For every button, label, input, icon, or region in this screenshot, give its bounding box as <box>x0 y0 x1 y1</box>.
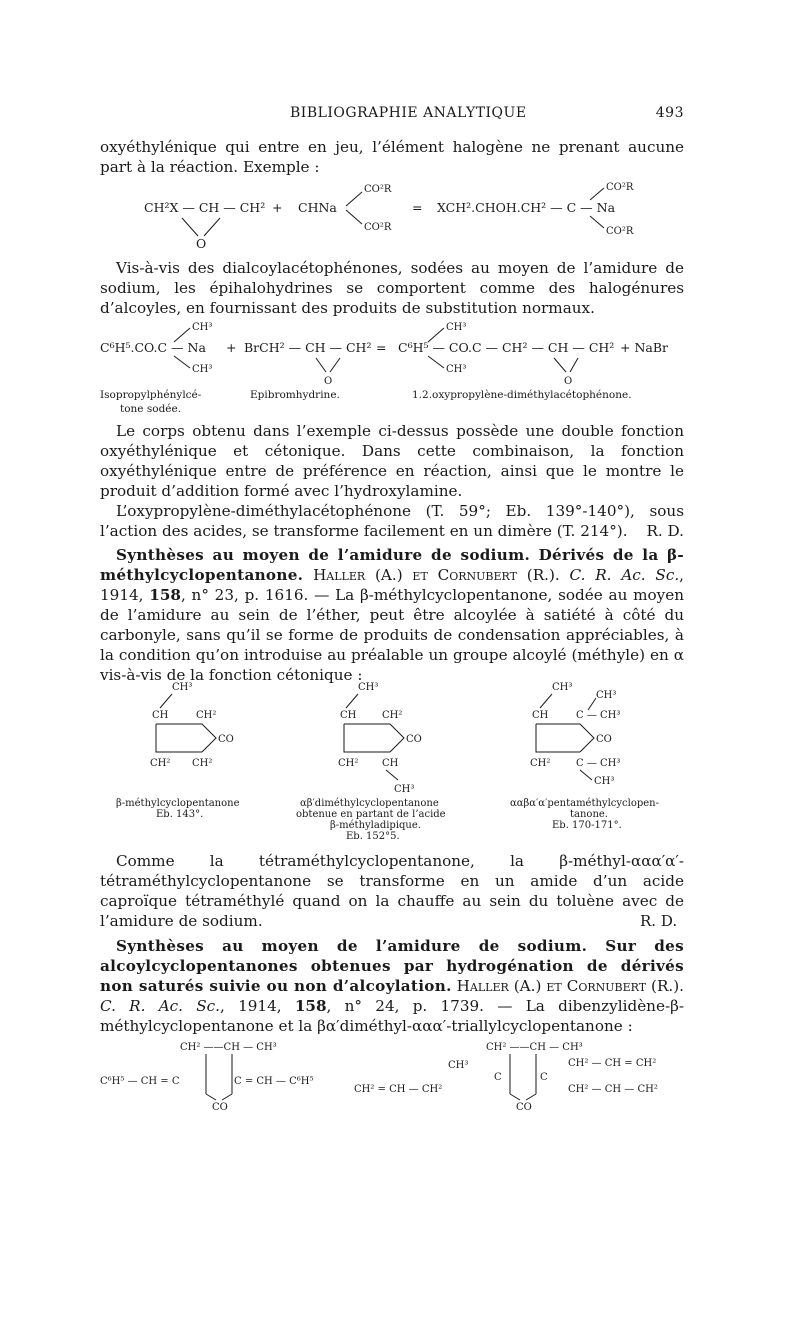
formula-epihalohydrin-reaction <box>100 178 690 258</box>
f4b-right-1: CH² — CH = CH² <box>568 1058 657 1069</box>
f3a-caption-1: β-méthylcyclopentanone <box>116 798 240 809</box>
signature-rd-2: R. D. <box>640 912 678 930</box>
running-title: BIBLIOGRAPHIE ANALYTIQUE <box>290 105 527 121</box>
f2-oxygen-1: O <box>324 376 333 387</box>
f3a-ch2-b: CH² <box>150 758 171 769</box>
section1-volume: 158 <box>149 586 181 604</box>
signature-rd-1: R. D. <box>646 522 684 540</box>
f3a-ch: CH <box>152 710 169 721</box>
f3c-ch3-c: CH³ <box>594 776 615 787</box>
f4b-c: C <box>494 1072 502 1083</box>
f1-product-co2r-top: CO²R <box>606 182 634 193</box>
f3b-caption-3: β-méthyladipique. <box>330 820 421 831</box>
paragraph-dialcoyl: Vis-à-vis des dialcoylacétophénones, sodées au moyen de l’amidure de sodium, les épihalohydrines se comportent comme des halogénures d’alcoyles, en fournissant des produits de substitution normaux. <box>100 259 684 317</box>
paragraph-intro: oxyéthylénique qui entre en jeu, l’élément halogène ne prenant aucune part à la réaction. Exemple : <box>100 138 684 176</box>
f2-nabr: + NaBr <box>620 340 668 355</box>
f3b-ch3: CH³ <box>358 682 379 693</box>
f3c-c: C — CH³ <box>576 710 621 721</box>
section2-ref: , 1914, <box>220 997 295 1015</box>
f2-caption-2: Epibromhydrine. <box>250 389 340 401</box>
f3c-caption-3: Eb. 170-171°. <box>552 820 622 831</box>
section2-volume: 158 <box>294 997 327 1015</box>
f3c-caption-2: tanone. <box>570 809 608 820</box>
f3a-co: CO <box>218 734 234 745</box>
f3b-caption-2: obtenue en partant de l’acide <box>296 809 446 820</box>
paragraph-oxypropylene <box>100 501 684 541</box>
section2-text: — La dibenzylidène-β-méthylcyclopentanone et la βα′diméthyl-ααα′-triallylcyclopentanone : <box>100 997 684 1035</box>
f1-co2r-bottom: CO²R <box>364 222 392 233</box>
f3b-caption-4: Eb. 152°5. <box>346 831 400 842</box>
section1-ref: , 1914, <box>100 566 684 604</box>
f4b-co: CO <box>516 1102 532 1113</box>
f3c-caption-1: ααβα′α′pentaméthylcyclopen- <box>510 798 659 809</box>
section1-text: — La β-méthylcyclopentanone, sodée au moyen de l’amidure au sein de l’éther, peut être alcoylée à satiété à côté du carbonyle, sans qu’il se forme de produits de condensation appréciables, à la condition qu’on introduise au préalable un groupe alcoylé (méthyle) en α vis-à-vis de la fonction cétonique : <box>100 586 684 684</box>
f4a-co: CO <box>212 1102 228 1113</box>
section1-heading: Synthèses au moyen de l’amidure de sodium. Dérivés de la β-méthylcyclopentanone. <box>100 546 684 584</box>
f4b-top: CH² ——CH — CH³ <box>486 1042 583 1053</box>
f2-caption-1b: tone sodée. <box>120 403 182 415</box>
running-head <box>100 105 684 127</box>
section1-ref2: , n° 23, p. 1616. <box>180 586 309 604</box>
section1-paragraph <box>100 545 684 685</box>
section2-ref2: , n° 24, p. 1739. <box>326 997 484 1015</box>
f1-product: XCH².CHOH.CH² — C — Na <box>437 200 616 215</box>
f3c-co: CO <box>596 734 612 745</box>
paragraph-corps-obtenu: Le corps obtenu dans l’exemple ci-dessus possède une double fonction oxyéthylénique et cétonique. Dans cette combinaison, la fonction oxyéthylénique entre de préférence en réaction, ainsi que le montre le produit d’addition formé avec l’hydroxylamine. <box>100 422 684 500</box>
f4a-left: C⁶H⁵ — CH = C <box>100 1076 180 1087</box>
f2-plus: + <box>226 340 237 355</box>
f1-plus: + <box>272 200 283 215</box>
f2-oxygen-2: O <box>564 376 573 387</box>
f1-oxygen: O <box>196 236 207 251</box>
f4b-ch3: CH³ <box>448 1060 469 1071</box>
f2-ch3-bottom-2: CH³ <box>446 364 467 375</box>
f2-equals: = <box>376 340 387 355</box>
page-number: 493 <box>655 105 684 121</box>
f2-ch3-bottom: CH³ <box>192 364 213 375</box>
f2-caption-1: Isopropylphénylcé- <box>100 389 202 401</box>
f2-right: C⁶H⁵ — CO.C — CH² — CH — CH² <box>398 340 615 355</box>
f2-ch3-top: CH³ <box>192 322 213 333</box>
f3b-co: CO <box>406 734 422 745</box>
formula-dibenzylidene-triallyl <box>100 1038 700 1118</box>
f2-mid: BrCH² — CH — CH² <box>244 340 372 355</box>
f3b-caption-1: αβ′diméthylcyclopentanone <box>300 798 439 809</box>
f4a-top: CH² ——CH — CH³ <box>180 1042 277 1053</box>
section1-journal: C. R. Ac. Sc. <box>569 566 680 584</box>
f3c-ch: CH <box>532 710 549 721</box>
f1-product-co2r-bottom: CO²R <box>606 226 634 237</box>
f1-equals: = <box>412 200 423 215</box>
f3b-ch: CH <box>340 710 357 721</box>
f3b-ch2: CH² <box>382 710 403 721</box>
formula-cyclopentanones <box>100 676 700 842</box>
f4b-right-2: CH² — CH — CH² <box>568 1084 658 1095</box>
f4b-left: CH² = CH — CH² <box>354 1084 443 1095</box>
f3c-c2: C — CH³ <box>576 758 621 769</box>
f3a-caption-2: Eb. 143°. <box>156 809 204 820</box>
f3a-ch3: CH³ <box>172 682 193 693</box>
f2-ch3-top-2: CH³ <box>446 322 467 333</box>
section2-journal: C. R. Ac. Sc. <box>100 997 220 1015</box>
f4b-c2: C <box>540 1072 548 1083</box>
formula-oxypropylene <box>100 318 700 418</box>
f1-co2r-top: CO²R <box>364 184 392 195</box>
section1-after: Comme la tétraméthylcyclopentanone, la β-méthyl-ααα′α′-tétraméthylcyclopentanone se transforme en un amide d’un acide caproïque tétraméthylé quand on la chauffe au sein du toluène avec de l’amidure de sodium. <box>100 852 684 930</box>
f3c-ch3-b: CH³ <box>596 690 617 701</box>
f1-reactant2: CHNa <box>298 200 337 215</box>
f1-reactant1: CH²X — CH — CH² <box>144 200 266 215</box>
section2-heading: Synthèses au moyen de l’amidure de sodium. Sur des alcoylcyclopentanones obtenues par hydrogénation de dérivés non saturés suivie ou non d’alcoylation. <box>100 937 684 995</box>
f3b-ch-low: CH <box>382 758 399 769</box>
p4-text: L’oxypropylène-diméthylacétophénone (T. 59°; Eb. 139°-140°), sous l’action des acides, se transforme facilement en un dimère (T. 214°). <box>100 502 684 540</box>
section1-authors: Haller (A.) et Cornubert (R.). <box>313 566 560 584</box>
f3c-ch3: CH³ <box>552 682 573 693</box>
f2-left: C⁶H⁵.CO.C — Na <box>100 340 206 355</box>
f3a-ch2: CH² <box>196 710 217 721</box>
f3b-ch2-b: CH² <box>338 758 359 769</box>
f2-caption-3: 1.2.oxypropylène-diméthylacétophénone. <box>412 389 632 401</box>
f3a-ch2-c: CH² <box>192 758 213 769</box>
section2-paragraph <box>100 936 684 1036</box>
f3b-ch3-low: CH³ <box>394 784 415 795</box>
f3c-ch2: CH² <box>530 758 551 769</box>
f4a-right: C = CH — C⁶H⁵ <box>234 1076 314 1087</box>
section2-authors: Haller (A.) et Cornubert (R.). <box>456 977 684 995</box>
